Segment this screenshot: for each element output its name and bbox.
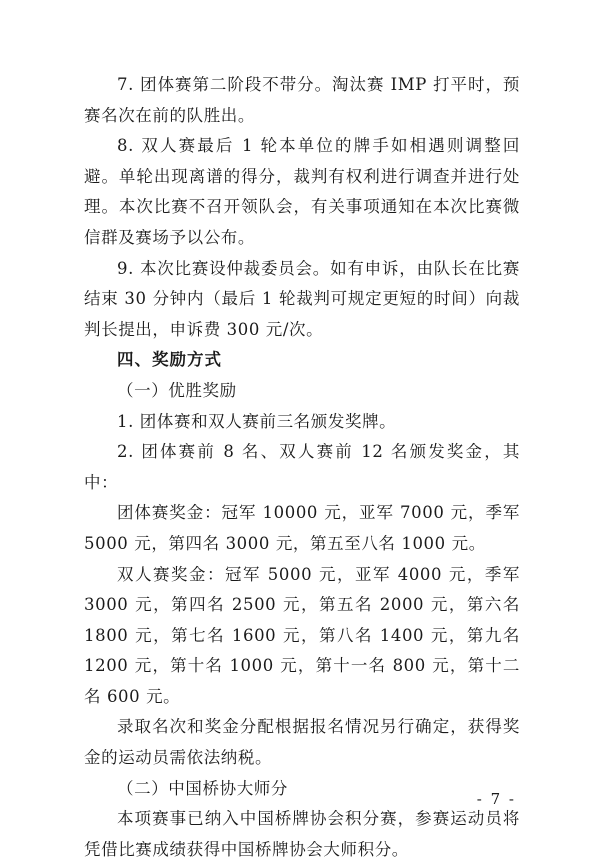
paragraph-master-points: 本项赛事已纳入中国桥牌协会积分赛，参赛运动员将凭借比赛成绩获得中国桥牌协会大师积分。 xyxy=(84,809,520,859)
section-heading-rewards: 四、奖励方式 xyxy=(117,350,222,370)
paragraph-rule-8: 8. 双人赛最后 1 轮本单位的牌手如相遇则调整回避。单轮出现离谱的得分，裁判有权利进行调查并进行处理。本次比赛不召开领队会，有关事项通知在本次比赛微信群及赛场予以公布。 xyxy=(84,136,520,247)
subsection-heading-master-points: （二）中国桥协大师分 xyxy=(117,778,288,798)
page-number: - 7 - xyxy=(476,790,516,808)
paragraph-rule-7: 7. 团体赛第二阶段不带分。淘汰赛 IMP 打平时，预赛名次在前的队胜出。 xyxy=(84,75,520,125)
paragraph-team-prizes: 团体赛奖金：冠军 10000 元，亚军 7000 元，季军 5000 元，第四名 3000 元，第五至八名 1000 元。 xyxy=(84,503,520,553)
paragraph-pairs-prizes: 双人赛奖金：冠军 5000 元，亚军 4000 元，季军 3000 元，第四名 2500 元，第五名 2000 元，第六名 1800 元，第七名 1600 元，第八名 1400 元，第九名 1200 元，第十名 1000 元，第十一名 800 元，第十二名 600 元。 xyxy=(84,564,520,706)
paragraph-rule-9: 9. 本次比赛设仲裁委员会。如有申诉，由队长在比赛结束 30 分钟内（最后 1 轮裁判可规定更短的时间）向裁判长提出，申诉费 300 元/次。 xyxy=(84,258,520,339)
subsection-heading-winner-rewards: （一）优胜奖励 xyxy=(117,380,237,400)
document-body xyxy=(84,70,520,865)
paragraph-medals: 1. 团体赛和双人赛前三名颁发奖牌。 xyxy=(117,411,397,431)
paragraph-tax-note: 录取名次和奖金分配根据报名情况另行确定，获得奖金的运动员需依法纳税。 xyxy=(84,717,520,768)
paragraph-prize-money: 2. 团体赛前 8 名、双人赛前 12 名颁发奖金，其中： xyxy=(84,442,520,492)
